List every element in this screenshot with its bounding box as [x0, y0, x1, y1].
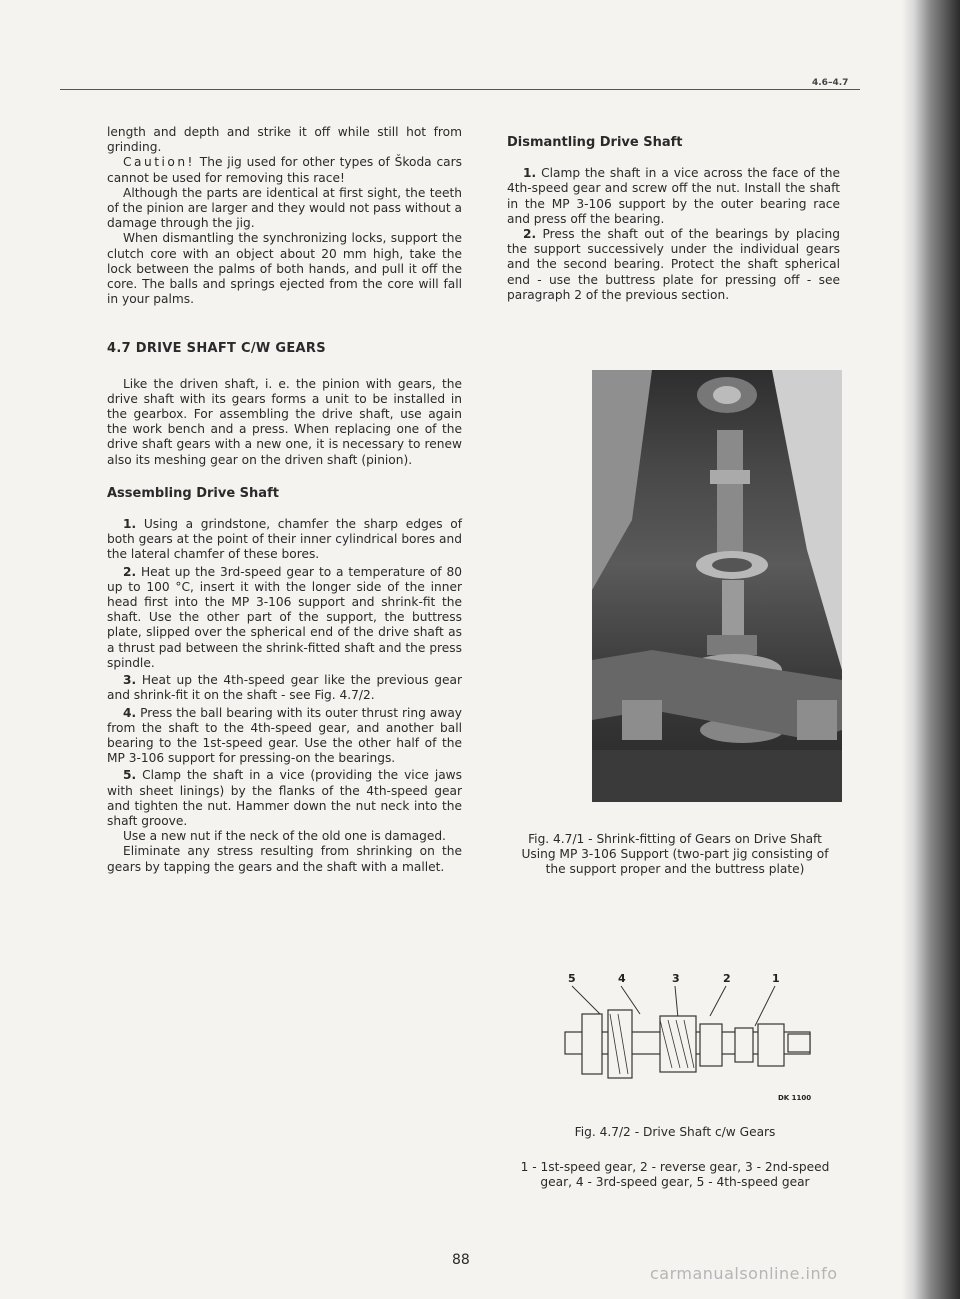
left-column [107, 125, 462, 875]
header-rule [60, 89, 860, 90]
figure-caption-1: Fig. 4.7/1 - Shrink-fitting of Gears on Drive Shaft Using MP 3-106 Support (two-part jig consisting of the support proper and the buttress plate) [521, 832, 829, 877]
subheading-assembling: Assembling Drive Shaft [107, 485, 279, 501]
paragraph: When dismantling the synchronizing locks, support the clutch core with an object about 20 mm high, take the lock between the palms of both hands, and pull it off the core. The balls and springs ejected from the core will fall in your palms. [107, 231, 462, 307]
step-1: 1. Using a grindstone, chamfer the sharp edges of both gears at the point of their inner cylindrical bores and the lateral chamfer of these bores. [107, 517, 462, 562]
watermark: carmanualsonline.info [650, 1264, 838, 1283]
paragraph: Although the parts are identical at first sight, the teeth of the pinion are larger and they would not pass without a damage through the jig. [107, 185, 462, 231]
page-binding-shadow [902, 0, 960, 1299]
section-title: 4.7 DRIVE SHAFT C/W GEARS [107, 341, 326, 357]
diagram-code: DK 1100 [778, 1094, 812, 1102]
figure-legend-line-1: 1 - 1st-speed gear, 2 - reverse gear, 3 - 2nd-speed [520, 1160, 830, 1174]
step-3: 3. Heat up the 4th-speed gear like the previous gear and shrink-fit it on the shaft - see Fig. 4.7/2. [107, 673, 462, 703]
diagram-label-1: 1 [772, 972, 780, 985]
paragraph: Use a new nut if the neck of the old one is damaged. [123, 829, 446, 844]
right-column [507, 125, 840, 303]
header-section-number: 4.6–4.7 [812, 78, 849, 88]
figure-photo-shrink-fitting [592, 370, 842, 802]
step-5: 5. Clamp the shaft in a vice (providing the vice jaws with sheet linings) by the flanks of the 4th-speed gear and tighten the nut. Hammer down the nut neck into the shaft groove. [107, 768, 462, 828]
dismantle-step-1: 1. Clamp the shaft in a vice across the face of the 4th-speed gear and screw off the nut. Install the shaft in the MP 3-106 support by the outer bearing race and press off the bearing. [507, 166, 841, 226]
figure-legend [510, 1160, 840, 1190]
paragraph: length and depth and strike it off while still hot from grinding. [107, 125, 462, 155]
step-4: 4. Press the ball bearing with its outer thrust ring away from the shaft to the 4th-speed gear, and another ball bearing to the 1st-speed gear. Use the other half of the MP 3-106 support for pressing-on the bearings. [107, 705, 462, 766]
page-number: 88 [452, 1252, 470, 1268]
figure-caption-2: Fig. 4.7/2 - Drive Shaft c/w Gears [574, 1125, 776, 1139]
caution-paragraph [107, 155, 462, 185]
diagram-label-4: 4 [618, 972, 626, 985]
figure-diagram-drive-shaft [560, 970, 830, 1110]
caution-text: The jig used for other types of Škoda cars cannot be used for removing this race! [107, 155, 463, 185]
photo-illustration [592, 370, 842, 802]
dismantle-step-2: 2. Press the shaft out of the bearings by placing the support successively under the individual gears and the second bearing. Protect the shaft spherical end - use the buttress plate for pressing off - see paragraph 2 of the previous section. [507, 227, 841, 302]
paragraph: Eliminate any stress resulting from shrinking on the gears by tapping the gears and the shaft with a mallet. [107, 844, 462, 874]
diagram-label-2: 2 [723, 972, 731, 985]
caution-label: Caution! [123, 155, 195, 170]
figure-legend-line-2: gear, 4 - 3rd-speed gear, 5 - 4th-speed gear [540, 1175, 810, 1190]
diagram-label-3: 3 [672, 972, 680, 985]
subheading-dismantling: Dismantling Drive Shaft [507, 135, 683, 150]
diagram-label-5: 5 [568, 972, 576, 985]
step-2: 2. Heat up the 3rd-speed gear to a temperature of 80 up to 100 °C, insert it with the longer side of the inner head first into the MP 3-106 support and shrink-fit the shaft. Use the other part of the support, the buttress plate, slipped over the spherical end of the drive shaft as a thrust pad between the shrink-fitted shaft and the press spindle. [107, 564, 462, 670]
paragraph: Like the driven shaft, i. e. the pinion with gears, the drive shaft with its gears forms a unit to be installed in the gearbox. For assembling the drive shaft, use again the work bench and a press. When replacing one of the drive shaft gears with a new one, it is necessary to renew also its meshing gear on the driven shaft (pinion). [107, 376, 462, 467]
